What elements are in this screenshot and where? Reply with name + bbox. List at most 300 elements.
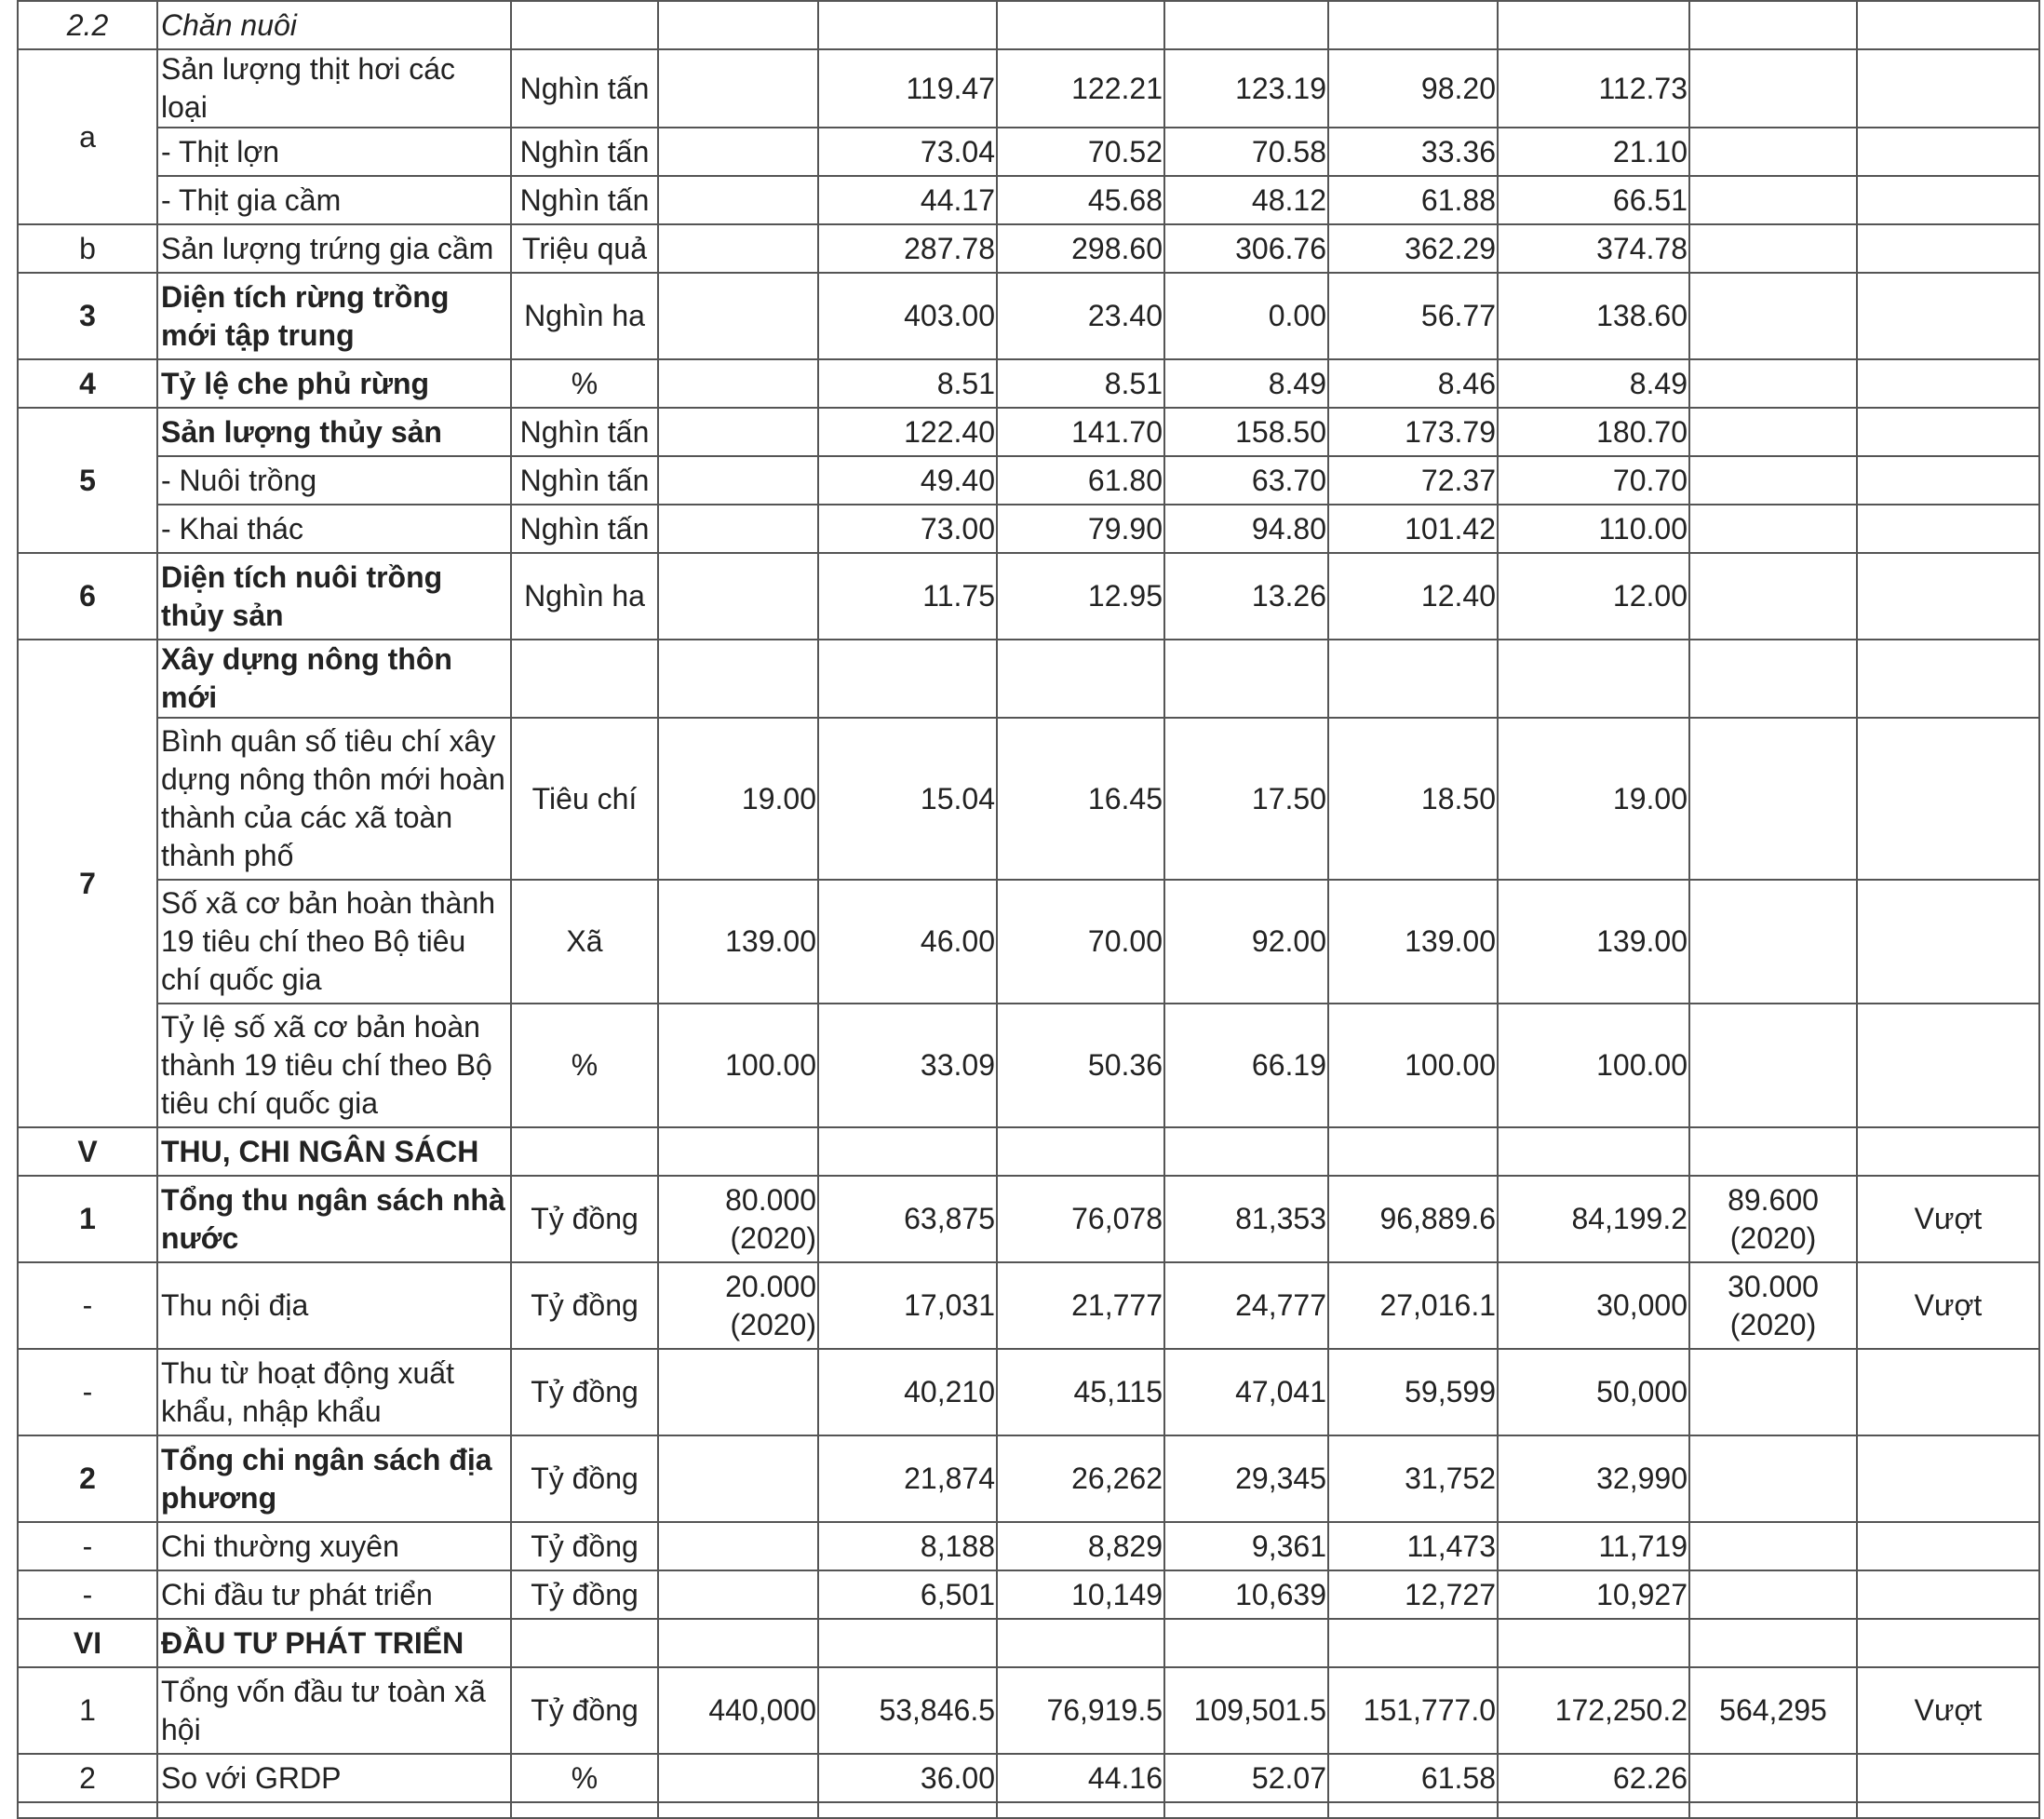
value-2017-cell: 26,262 (997, 1435, 1164, 1522)
unit-cell (511, 1619, 658, 1667)
result-cell (1689, 880, 1857, 1004)
value-2020-cell (1498, 1619, 1689, 1667)
indicator-name-cell: THU, CHI NGÂN SÁCH (157, 1127, 511, 1176)
indicator-name-cell: - Khai thác (157, 505, 511, 553)
value-2020-cell: 11,719 (1498, 1522, 1689, 1570)
result-cell (1689, 1, 1857, 49)
value-2016-cell: 53,846.5 (818, 1667, 997, 1754)
value-2016-cell: 46.00 (818, 880, 997, 1004)
note-cell (1857, 1, 2039, 49)
value-2017-cell: 16.45 (997, 718, 1164, 880)
value-2018-cell: 306.76 (1164, 224, 1328, 273)
table-row (18, 553, 2039, 640)
result-cell (1689, 640, 1857, 718)
value-2020-cell: 32,990 (1498, 1435, 1689, 1522)
result-cell (1689, 49, 1857, 128)
value-2017-cell: 10,149 (997, 1570, 1164, 1619)
value-2018-cell: 10,639 (1164, 1570, 1328, 1619)
note-cell (1857, 456, 2039, 505)
value-2019-cell: 56.77 (1328, 273, 1498, 359)
value-2017-cell: 45.68 (997, 176, 1164, 224)
value-2019-cell: 173.79 (1328, 408, 1498, 456)
indicator-name-cell (157, 1802, 511, 1818)
value-2020-cell: 100.00 (1498, 1004, 1689, 1127)
value-2016-cell: 8,188 (818, 1522, 997, 1570)
target-cell (658, 1435, 818, 1522)
statistics-table (17, 0, 2040, 1819)
value-2020-cell: 30,000 (1498, 1262, 1689, 1349)
indicator-name-cell: Sản lượng thịt hơi các loại (157, 49, 511, 128)
value-2020-cell: 180.70 (1498, 408, 1689, 456)
value-2017-cell: 76,078 (997, 1176, 1164, 1262)
table-row (18, 1, 2039, 49)
value-2020-cell: 19.00 (1498, 718, 1689, 880)
value-2018-cell (1164, 1619, 1328, 1667)
value-2020-cell: 50,000 (1498, 1349, 1689, 1435)
value-2020-cell: 110.00 (1498, 505, 1689, 553)
note-cell (1857, 880, 2039, 1004)
value-2018-cell (1164, 1, 1328, 49)
table-row (18, 1349, 2039, 1435)
value-2019-cell: 31,752 (1328, 1435, 1498, 1522)
result-cell (1689, 273, 1857, 359)
result-cell (1689, 718, 1857, 880)
value-2018-cell: 66.19 (1164, 1004, 1328, 1127)
unit-cell: Tiêu chí (511, 718, 658, 880)
value-2017-cell: 21,777 (997, 1262, 1164, 1349)
target-cell (658, 456, 818, 505)
result-cell (1689, 1522, 1857, 1570)
note-cell (1857, 1619, 2039, 1667)
note-cell: Vượt (1857, 1667, 2039, 1754)
indicator-name-cell: Sản lượng thủy sản (157, 408, 511, 456)
table-row (18, 1127, 2039, 1176)
value-2018-cell: 0.00 (1164, 273, 1328, 359)
value-2019-cell: 139.00 (1328, 880, 1498, 1004)
table-row (18, 273, 2039, 359)
value-2017-cell: 45,115 (997, 1349, 1164, 1435)
value-2016-cell: 8.51 (818, 359, 997, 408)
value-2019-cell: 12,727 (1328, 1570, 1498, 1619)
value-2020-cell (1498, 1, 1689, 49)
value-2017-cell (997, 1802, 1164, 1818)
value-2020-cell: 84,199.2 (1498, 1176, 1689, 1262)
table-body (18, 1, 2039, 1818)
value-2018-cell: 123.19 (1164, 49, 1328, 128)
value-2020-cell: 62.26 (1498, 1754, 1689, 1802)
item-number-cell: - (18, 1570, 157, 1619)
value-2019-cell: 98.20 (1328, 49, 1498, 128)
value-2017-cell: 76,919.5 (997, 1667, 1164, 1754)
value-2019-cell: 33.36 (1328, 128, 1498, 176)
table-row (18, 49, 2039, 128)
indicator-name-cell: - Thịt gia cầm (157, 176, 511, 224)
value-2016-cell: 33.09 (818, 1004, 997, 1127)
item-number-cell: a (18, 49, 157, 224)
note-cell (1857, 1522, 2039, 1570)
value-2018-cell: 47,041 (1164, 1349, 1328, 1435)
note-cell (1857, 640, 2039, 718)
item-number-cell: 1 (18, 1667, 157, 1754)
value-2016-cell (818, 1619, 997, 1667)
value-2016-cell: 287.78 (818, 224, 997, 273)
item-number-cell (18, 1802, 157, 1818)
value-2019-cell (1328, 1, 1498, 49)
result-cell (1689, 1127, 1857, 1176)
result-cell (1689, 553, 1857, 640)
note-cell (1857, 1802, 2039, 1818)
note-cell (1857, 273, 2039, 359)
unit-cell: Tỷ đồng (511, 1262, 658, 1349)
value-2016-cell: 21,874 (818, 1435, 997, 1522)
value-2019-cell: 61.88 (1328, 176, 1498, 224)
table-row (18, 880, 2039, 1004)
value-2019-cell: 11,473 (1328, 1522, 1498, 1570)
result-cell (1689, 505, 1857, 553)
note-cell (1857, 359, 2039, 408)
value-2019-cell: 18.50 (1328, 718, 1498, 880)
table-row (18, 1176, 2039, 1262)
value-2019-cell (1328, 1802, 1498, 1818)
target-cell (658, 408, 818, 456)
value-2019-cell: 100.00 (1328, 1004, 1498, 1127)
value-2016-cell: 119.47 (818, 49, 997, 128)
value-2019-cell: 151,777.0 (1328, 1667, 1498, 1754)
item-number-cell: V (18, 1127, 157, 1176)
result-cell (1689, 456, 1857, 505)
target-cell (658, 49, 818, 128)
indicator-name-cell: Số xã cơ bản hoàn thành 19 tiêu chí theo Bộ tiêu chí quốc gia (157, 880, 511, 1004)
indicator-name-cell: Sản lượng trứng gia cầm (157, 224, 511, 273)
value-2018-cell: 70.58 (1164, 128, 1328, 176)
indicator-name-cell: Chăn nuôi (157, 1, 511, 49)
target-cell (658, 1, 818, 49)
note-cell (1857, 553, 2039, 640)
value-2019-cell: 27,016.1 (1328, 1262, 1498, 1349)
value-2016-cell: 36.00 (818, 1754, 997, 1802)
unit-cell: % (511, 1004, 658, 1127)
indicator-name-cell: Tổng vốn đầu tư toàn xã hội (157, 1667, 511, 1754)
item-number-cell: - (18, 1522, 157, 1570)
value-2020-cell (1498, 1127, 1689, 1176)
result-cell (1689, 176, 1857, 224)
value-2016-cell: 73.00 (818, 505, 997, 553)
value-2020-cell: 21.10 (1498, 128, 1689, 176)
value-2018-cell (1164, 640, 1328, 718)
value-2017-cell: 44.16 (997, 1754, 1164, 1802)
target-cell: 100.00 (658, 1004, 818, 1127)
target-cell: 19.00 (658, 718, 818, 880)
table-row (18, 505, 2039, 553)
result-cell (1689, 1754, 1857, 1802)
value-2016-cell: 15.04 (818, 718, 997, 880)
value-2019-cell (1328, 640, 1498, 718)
value-2016-cell: 17,031 (818, 1262, 997, 1349)
value-2017-cell: 141.70 (997, 408, 1164, 456)
indicator-name-cell: - Thịt lợn (157, 128, 511, 176)
value-2020-cell: 139.00 (1498, 880, 1689, 1004)
value-2016-cell (818, 640, 997, 718)
unit-cell: % (511, 359, 658, 408)
target-cell (658, 1522, 818, 1570)
table-row (18, 408, 2039, 456)
value-2019-cell: 101.42 (1328, 505, 1498, 553)
note-cell (1857, 1570, 2039, 1619)
note-cell (1857, 49, 2039, 128)
value-2018-cell: 17.50 (1164, 718, 1328, 880)
unit-cell: % (511, 1754, 658, 1802)
value-2017-cell (997, 1, 1164, 49)
value-2018-cell (1164, 1127, 1328, 1176)
value-2017-cell: 8.51 (997, 359, 1164, 408)
table-row (18, 359, 2039, 408)
item-number-cell: 3 (18, 273, 157, 359)
unit-cell (511, 640, 658, 718)
unit-cell (511, 1, 658, 49)
indicator-name-cell: ĐẦU TƯ PHÁT TRIỂN (157, 1619, 511, 1667)
unit-cell: Nghìn tấn (511, 128, 658, 176)
note-cell (1857, 128, 2039, 176)
value-2019-cell: 12.40 (1328, 553, 1498, 640)
value-2018-cell: 63.70 (1164, 456, 1328, 505)
unit-cell: Nghìn tấn (511, 456, 658, 505)
value-2017-cell: 8,829 (997, 1522, 1164, 1570)
result-cell (1689, 224, 1857, 273)
value-2016-cell: 73.04 (818, 128, 997, 176)
value-2020-cell: 112.73 (1498, 49, 1689, 128)
target-cell (658, 1802, 818, 1818)
value-2016-cell: 6,501 (818, 1570, 997, 1619)
note-cell: Vượt (1857, 1176, 2039, 1262)
indicator-name-cell: Diện tích rừng trồng mới tập trung (157, 273, 511, 359)
unit-cell: Nghìn ha (511, 273, 658, 359)
value-2016-cell: 49.40 (818, 456, 997, 505)
indicator-name-cell: - Nuôi trồng (157, 456, 511, 505)
note-cell (1857, 505, 2039, 553)
note-cell (1857, 1754, 2039, 1802)
value-2017-cell (997, 1619, 1164, 1667)
value-2018-cell: 9,361 (1164, 1522, 1328, 1570)
value-2018-cell: 8.49 (1164, 359, 1328, 408)
result-cell: 30.000 (2020) (1689, 1262, 1857, 1349)
table-row (18, 224, 2039, 273)
result-cell: 89.600 (2020) (1689, 1176, 1857, 1262)
table-row (18, 1570, 2039, 1619)
value-2020-cell: 70.70 (1498, 456, 1689, 505)
value-2020-cell (1498, 1802, 1689, 1818)
value-2016-cell: 11.75 (818, 553, 997, 640)
note-cell: Vượt (1857, 1262, 2039, 1349)
target-cell: 20.000 (2020) (658, 1262, 818, 1349)
table-row (18, 1619, 2039, 1667)
unit-cell: Xã (511, 880, 658, 1004)
value-2019-cell (1328, 1619, 1498, 1667)
value-2020-cell: 10,927 (1498, 1570, 1689, 1619)
value-2018-cell: 29,345 (1164, 1435, 1328, 1522)
target-cell (658, 505, 818, 553)
target-cell (658, 1349, 818, 1435)
value-2018-cell: 52.07 (1164, 1754, 1328, 1802)
result-cell (1689, 1349, 1857, 1435)
target-cell (658, 640, 818, 718)
item-number-cell: 2 (18, 1435, 157, 1522)
result-cell (1689, 128, 1857, 176)
value-2016-cell (818, 1127, 997, 1176)
indicator-name-cell: Xây dựng nông thôn mới (157, 640, 511, 718)
table-row (18, 1004, 2039, 1127)
table-row (18, 640, 2039, 718)
value-2019-cell: 72.37 (1328, 456, 1498, 505)
unit-cell: Nghìn tấn (511, 49, 658, 128)
target-cell (658, 176, 818, 224)
target-cell (658, 1127, 818, 1176)
item-number-cell: 7 (18, 640, 157, 1127)
item-number-cell: - (18, 1262, 157, 1349)
value-2016-cell: 63,875 (818, 1176, 997, 1262)
value-2020-cell: 138.60 (1498, 273, 1689, 359)
value-2020-cell: 374.78 (1498, 224, 1689, 273)
value-2020-cell: 8.49 (1498, 359, 1689, 408)
value-2018-cell: 109,501.5 (1164, 1667, 1328, 1754)
item-number-cell: 1 (18, 1176, 157, 1262)
result-cell (1689, 1802, 1857, 1818)
value-2016-cell (818, 1, 997, 49)
value-2017-cell: 298.60 (997, 224, 1164, 273)
indicator-name-cell: Diện tích nuôi trồng thủy sản (157, 553, 511, 640)
table-row (18, 718, 2039, 880)
indicator-name-cell: Tỷ lệ che phủ rừng (157, 359, 511, 408)
unit-cell: Tỷ đồng (511, 1667, 658, 1754)
value-2018-cell: 158.50 (1164, 408, 1328, 456)
note-cell (1857, 1004, 2039, 1127)
target-cell (658, 273, 818, 359)
note-cell (1857, 718, 2039, 880)
value-2018-cell: 92.00 (1164, 880, 1328, 1004)
note-cell (1857, 408, 2039, 456)
table-row (18, 1802, 2039, 1818)
value-2017-cell: 61.80 (997, 456, 1164, 505)
item-number-cell: b (18, 224, 157, 273)
indicator-name-cell: So với GRDP (157, 1754, 511, 1802)
value-2019-cell: 362.29 (1328, 224, 1498, 273)
item-number-cell: 2 (18, 1754, 157, 1802)
note-cell (1857, 1435, 2039, 1522)
unit-cell: Tỷ đồng (511, 1349, 658, 1435)
table-row (18, 176, 2039, 224)
value-2020-cell: 12.00 (1498, 553, 1689, 640)
value-2020-cell: 172,250.2 (1498, 1667, 1689, 1754)
indicator-name-cell: Tổng thu ngân sách nhà nước (157, 1176, 511, 1262)
result-cell (1689, 1004, 1857, 1127)
target-cell (658, 1619, 818, 1667)
value-2017-cell (997, 1127, 1164, 1176)
unit-cell: Tỷ đồng (511, 1522, 658, 1570)
item-number-cell: 2.2 (18, 1, 157, 49)
target-cell (658, 224, 818, 273)
value-2017-cell: 12.95 (997, 553, 1164, 640)
unit-cell: Nghìn tấn (511, 505, 658, 553)
indicator-name-cell: Thu từ hoạt động xuất khẩu, nhập khẩu (157, 1349, 511, 1435)
value-2019-cell: 61.58 (1328, 1754, 1498, 1802)
value-2018-cell: 94.80 (1164, 505, 1328, 553)
statistics-table-sheet (17, 0, 2040, 1819)
unit-cell (511, 1127, 658, 1176)
value-2020-cell: 66.51 (1498, 176, 1689, 224)
table-row (18, 1262, 2039, 1349)
item-number-cell: 4 (18, 359, 157, 408)
target-cell (658, 1754, 818, 1802)
unit-cell: Nghìn ha (511, 553, 658, 640)
value-2017-cell: 70.52 (997, 128, 1164, 176)
result-cell (1689, 1619, 1857, 1667)
note-cell (1857, 1127, 2039, 1176)
result-cell (1689, 1570, 1857, 1619)
value-2016-cell: 403.00 (818, 273, 997, 359)
result-cell (1689, 359, 1857, 408)
value-2017-cell: 23.40 (997, 273, 1164, 359)
value-2016-cell (818, 1802, 997, 1818)
value-2017-cell (997, 640, 1164, 718)
value-2020-cell (1498, 640, 1689, 718)
indicator-name-cell: Tổng chi ngân sách địa phương (157, 1435, 511, 1522)
value-2017-cell: 79.90 (997, 505, 1164, 553)
unit-cell: Triệu quả (511, 224, 658, 273)
indicator-name-cell: Thu nội địa (157, 1262, 511, 1349)
target-cell: 80.000 (2020) (658, 1176, 818, 1262)
value-2019-cell (1328, 1127, 1498, 1176)
indicator-name-cell: Bình quân số tiêu chí xây dựng nông thôn mới hoàn thành của các xã toàn thành phố (157, 718, 511, 880)
indicator-name-cell: Chi thường xuyên (157, 1522, 511, 1570)
item-number-cell: - (18, 1349, 157, 1435)
target-cell: 440,000 (658, 1667, 818, 1754)
unit-cell: Tỷ đồng (511, 1570, 658, 1619)
value-2019-cell: 8.46 (1328, 359, 1498, 408)
value-2017-cell: 70.00 (997, 880, 1164, 1004)
value-2018-cell: 13.26 (1164, 553, 1328, 640)
note-cell (1857, 1349, 2039, 1435)
value-2016-cell: 40,210 (818, 1349, 997, 1435)
target-cell (658, 128, 818, 176)
table-row (18, 1522, 2039, 1570)
value-2018-cell: 24,777 (1164, 1262, 1328, 1349)
unit-cell: Tỷ đồng (511, 1435, 658, 1522)
indicator-name-cell: Tỷ lệ số xã cơ bản hoàn thành 19 tiêu chí theo Bộ tiêu chí quốc gia (157, 1004, 511, 1127)
table-row (18, 1754, 2039, 1802)
unit-cell: Nghìn tấn (511, 176, 658, 224)
value-2018-cell: 81,353 (1164, 1176, 1328, 1262)
value-2017-cell: 122.21 (997, 49, 1164, 128)
value-2019-cell: 59,599 (1328, 1349, 1498, 1435)
item-number-cell: VI (18, 1619, 157, 1667)
target-cell: 139.00 (658, 880, 818, 1004)
table-row (18, 456, 2039, 505)
item-number-cell: 6 (18, 553, 157, 640)
indicator-name-cell: Chi đầu tư phát triển (157, 1570, 511, 1619)
result-cell: 564,295 (1689, 1667, 1857, 1754)
unit-cell: Tỷ đồng (511, 1176, 658, 1262)
value-2019-cell: 96,889.6 (1328, 1176, 1498, 1262)
unit-cell (511, 1802, 658, 1818)
item-number-cell: 5 (18, 408, 157, 553)
result-cell (1689, 1435, 1857, 1522)
target-cell (658, 553, 818, 640)
note-cell (1857, 224, 2039, 273)
value-2016-cell: 44.17 (818, 176, 997, 224)
table-row (18, 1435, 2039, 1522)
note-cell (1857, 176, 2039, 224)
value-2016-cell: 122.40 (818, 408, 997, 456)
target-cell (658, 359, 818, 408)
